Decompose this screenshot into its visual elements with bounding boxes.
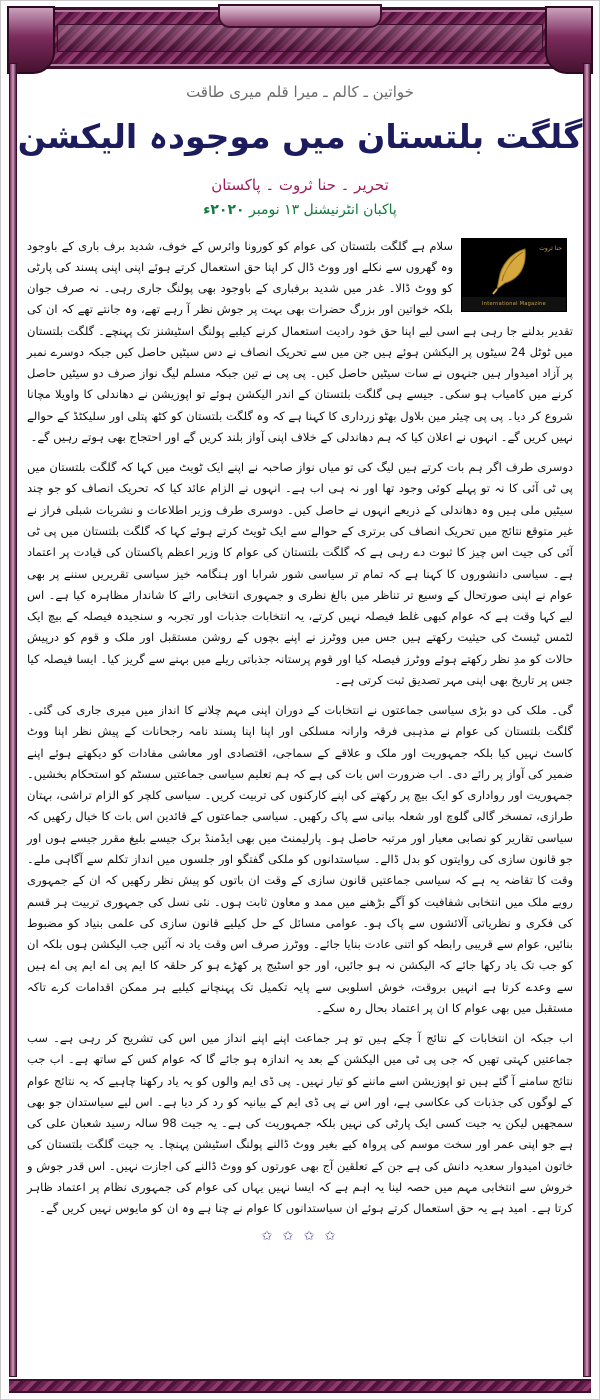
kicker-text: خواتین ـ کالم ـ میرا قلم میری طاقت (186, 83, 414, 101)
ornamental-footer-band (9, 1379, 591, 1393)
paragraph: دوسری طرف اگر ہم بات کرتے ہیں لیگ کی تو میاں نواز صاحبہ نے اپنے ایک ٹویٹ میں کہا کہ گلگت بلتستان میں پی ٹی آئی کا نہ تو پہلے کوئی وجود تھا اور نہ ہی اب ہے۔ انہوں نے الزام عائد کیا کہ تحریک انصاف کو جو چند سیٹیں ملی ہیں وہ دھاندلی کے ذریعے انہوں نے حاصل کیں۔ دوسری طرف وزیر اطلاعات و نشریات شبلی فراز نے غیر متوقع نتائج میں تحریک انصاف کی برتری کے حوالے سے ایک ٹویٹ کرتے ہوئے کہا کہ گلگت بلتستان میں پی ٹی آئی کی جیت اس چیز کا ثبوت دے رہی ہے کہ گلگت بلتستان کی عوام کا وزیر اعظم پاکستان کی قیادت پر اعتماد ہے۔ سیاسی دانشوروں کا کہنا ہے کہ تمام تر سیاسی شور شرابا اور ہنگامہ خیز سیاسی تقریریں سننے پر بھی عوام نے اپنی صورتحال کے وسیع تر تناظر میں بالغ نظری و جمہوری انتخابی رائے کا شاندار مظاہرہ کیا ہے۔ اس لیے کہا وقت ہے کہ عوام کبھی غلط فیصلہ نہیں کرتے، یہ انتخابات جذبات اور تجربہ و سنجیدہ فیصلہ کے بیچ ایک لٹمس ٹیسٹ کی حیثیت رکھتے ہیں جس میں ووٹرز نے اپنے بچوں کے روشن مستقبل اور ملک و قوم کو درپیش حالات کو مدِ نظر رکھتے ہوئے ووٹرز فیصلہ کیا اور قوم پرستانہ جذباتی ریلے میں بہنے سے گریز کیا۔ ایسا فیصلہ کیا جس پر تاریخ بھی اپنی مہر تصدیق ثبت کرتی ہے۔ (27, 460, 573, 687)
paragraph: اب جبکہ ان انتخابات کے نتائج آ چکے ہیں تو ہر جماعت اپنے اپنے انداز میں اس کی تشریح کر رہی ہے۔ سب جماعتیں کہتی تھیں کہ جی پی ٹی میں الیکشن کے بعد یہ اندازہ ہو جائے گا کہ عوام کس کے ساتھ ہے۔ اب جب نتائج سامنے آ گئے ہیں تو اپوزیشن اسے ماننے کو تیار نہیں۔ پی ڈی ایم والوں کو یہ یاد رکھنا چاہیے کہ یہ نتائج عوام کے لوگوں کی جذبات کی عکاسی ہے، اور اس نے پی ڈی ایم کے بیانیہ کو رد کر دیا ہے۔ اس لیے سیاستدان جو بھی سمجھیں لیکن یہ جیت کسی ایک پارٹی کی نہیں بلکہ جمہوریت کی ہے۔ یہ جیت 98 سالہ رسید شعبان علی کی ہے جو اپنی عمر اور سخت موسم کی پرواہ کیے بغیر ووٹ ڈالنے پولنگ اسٹیشن پہنچا۔ یہ جیت گلگت بلتستان کی خاتون امیدوار سعدیہ دانش کی ہے جن کے تعلقین آج بھی عورتوں کو ووٹ ڈالنے کی اجازت نہیں۔ اس قدر جوش و خروش سے انتخابی مہم میں حصہ لینا یہ اہم ہے کہ ایسا نہیں یہاں کی عوام کی جمہوری نظام پر اعتماد ظاہر کرتا ہے۔ امید ہے یہ حق استعمال کرتے ہوئے ان سیاستدانوں کا عوام نے چنا ہے وہ ان کو مایوس نہیں کریں گے۔ (27, 1031, 573, 1216)
article-header (1, 83, 599, 218)
ornamental-header-band (9, 7, 591, 69)
ornament-side-rule-left (9, 63, 17, 1377)
page-title: گلگت بلتستان میں موجودہ الیکشن (17, 117, 583, 156)
publication-date: ۲۰۲۰ء (203, 201, 245, 218)
ornament-inner-strip (57, 24, 543, 52)
logo-caption: International Magazine (462, 297, 566, 311)
paragraph: گی۔ ملک کی دو بڑی سیاسی جماعتوں نے انتخابات کے دوران اپنی مہم چلانے کا انداز میں میری جاری کی گئی۔ گلگت بلتستان کی عوام نے مذہبی فرقہ وارانہ مسلکی اور اپنا اپنا پسند نامہ رجحانات کے پیش نظر اپنا ووٹ کاسٹ نہیں کیا بلکہ جمہوریت اور ملک و علاقے کے سماجی، اقتصادی اور معاشی مفادات کو دیکھتے ہوئے اپنے ضمیر کی آواز پر رائے دی۔ اب ضرورت اس بات کی ہے کہ ہم تعلیم سیاسی جماعتیں سسٹم کو استحکام بخشیں۔ جمہوریت اور رواداری کو ایک بیچ پر رکھتے کی اپنے کارکنوں کی تربیت کریں۔ سیاسی کلچر کو الزام تراشی، بہتان طرازی، تمسخر گالی گلوچ اور شعلہ بیانی سے پاک رکھیں۔ سیاسی جماعتوں کے قائدین اس بات کا خیال رکھیں کہ سیاسی تقاریر کو نصابی معیار اور مرتبہ حاصل ہو۔ پارلیمنٹ میں بھی ایڈمنڈ برک جیسے بلیغ مقرر جیسے ہوں اور جو قانون سازی کی روایتوں کو بدل ڈالے۔ سیاستدانوں کو ملکی گفتگو اور جلسوں میں انداز تکلم سے آگاہی ملے۔ وقت کا تقاضہ یہ ہے کہ سیاسی جماعتیں قانون سازی کے وقت ان باتوں کو پیش نظر رکھیں کہ ان کے جمہوری رویے ملک میں انتخابی شفافیت کو آگے بڑھنے میں ممد و معاون ثابت ہوں۔ نئی نسل کی جمہوری تربیت ہر قسم کی فکری و نظریاتی آلائشوں سے پاک ہو۔ عوامی مسائل کے حل کیلیے قانون سازی کی علمی بنیاد کو مضبوط بنائیں، عوام سے قریبی رابطہ کو اتنی عادت بنایا جائے۔ ووٹرز صرف اس وقت یاد نہ آئیں جب الیکشن ہوں بلکہ ان کو جب تک یاد رکھا جائے کہ الیکشن نہ ہو جائیں، اور جو اسٹیج پر کھڑے ہو کر حلقہ کا ایم پی اے ایم پی اے ہیں سے وعدے کرتا ہے انہیں بروقت، خوش اسلوبی سے پایہ تکمیل تک پہنچانے کیلیے ہر ممکن اقدامات کرے تاکہ مستقبل میں بھی عوام کا ان پر اعتماد بحال رہ سکے۔ (27, 703, 573, 1015)
footer-star-divider: ✩ ✩ ✩ ✩ (261, 1228, 339, 1244)
ornament-side-rule-right (583, 63, 591, 1377)
magazine-logo-badge (461, 238, 567, 312)
publication-line (1, 202, 599, 218)
paragraph-text: سلام ہے گلگت بلتستان کی عوام کو کورونا وائرس کے خوف، شدید برف باری کے باوجود وہ گھروں سے نکلے اور ووٹ ڈال کر اپنا حق استعمال کرتے ہوئے اپنی اپنی پسند کی پارٹی کو ووٹ ڈالا۔ غدر میں شدید برفباری کے باوجود بھی پولنگ جاری رہی۔ نہ صرف جوان بلکہ خواتین اور بزرگ حضرات بھی بہت پر جوش نظر آ رہے تھے، وہ جانتے تھے کہ ان کی تقدیر بدلنے جا رہی ہے اسی لیے اپنا حق خود رادیت استعمال کرنے کیلیے پولنگ اسٹیشنز تک پہنچے۔ گلگت بلتستان میں ٹوٹل 24 سیٹوں پر الیکشن ہوئے ہیں جن میں سے تحریک انصاف نے دس سیٹیں حاصل کیں جبکہ دوسرے نمبر پر آزاد امیدوار ہیں جنہوں نے سات سیٹیں حاصل کیں۔ پی پی نے تین جبکہ مسلم لیگ نواز صرف دو سیٹیں حاصل کرنے میں کامیاب ہو سکی۔ جیسے ہی گلگت بلتستان کے اندر الیکشن ہوئے تو اپوزیشن نے دھاندلی کا واویلا مچانا شروع کر دیا۔ پی پی چیئر مین بلاول بھٹو زرداری کا کہنا ہے کہ وہ گلگت بلتستان کو کٹھ پتلی اور سلیکٹڈ کے حوالے نہیں کریں گے۔ انہوں نے اعلان کیا کہ ہم دھاندلی کے خلاف اپنی آواز بلند کریں گے اور احتجاج بھی ہوتے رہیں گے۔ (27, 238, 573, 444)
publication-name: پاکبان انٹرنیشنل ۱۳ نومبر (249, 201, 397, 218)
feather-quill-icon (491, 245, 537, 295)
article-body (27, 236, 573, 1220)
logo-sub-label: حنا ثروت (539, 244, 562, 252)
ornament-center-medallion-icon (218, 4, 382, 28)
paragraph (27, 236, 573, 449)
byline: تحریر ۔ حنا ثروت ۔ پاکستان (211, 175, 389, 194)
